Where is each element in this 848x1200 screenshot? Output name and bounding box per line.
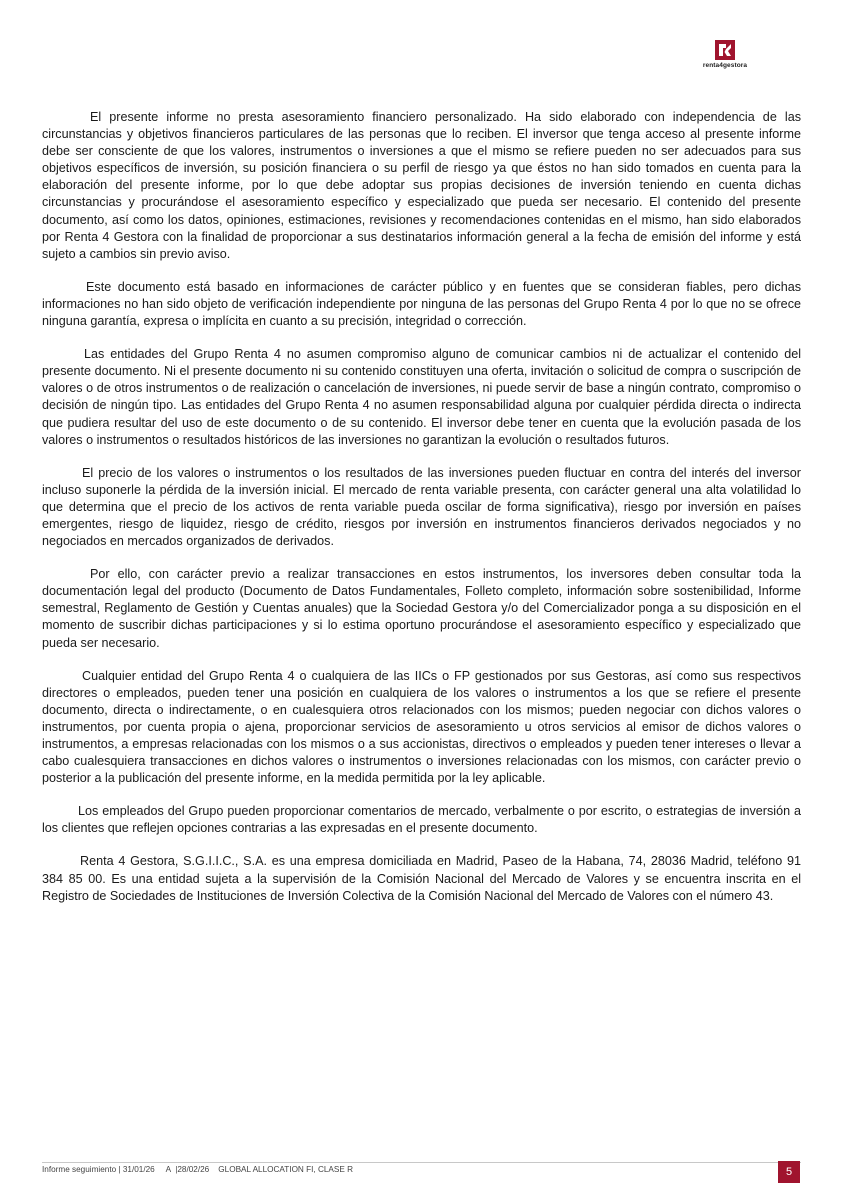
disclaimer-paragraph: Este documento está basado en informaciones de carácter público y en fuentes que se consideran fiables, pero dichas informaciones no han sido objeto de verificación independiente por ninguna de las personas del Grupo Renta 4 por lo que no se ofrece ninguna garantía, expresa o implícita en cuanto a su precisión, integridad o corrección. [42, 279, 801, 329]
disclaimer-paragraph: Renta 4 Gestora, S.G.I.I.C., S.A. es una empresa domiciliada en Madrid, Paseo de la Habana, 74, 28036 Madrid, teléfono 91 384 85 00. Es una entidad sujeta a la supervisión de la Comisión Nacional del Mercado de Valores y se encuentra inscrita en el Registro de Sociedades de Instituciones de Inversión Colectiva de la Comisión Nacional del Mercado de Valores con el número 43. [42, 854, 801, 903]
logo-wordmark: renta4gestora [702, 62, 748, 69]
footer-report-info: Informe seguimiento | 31/01/26 A |28/02/26 GLOBAL ALLOCATION FI, CLASE R [42, 1165, 353, 1174]
page-footer [42, 1162, 801, 1182]
page-number-badge: 5 [778, 1161, 800, 1183]
disclaimer-paragraph: Por ello, con carácter previo a realizar transacciones en estos instrumentos, los inversores deben consultar toda la documentación legal del producto (Documento de Datos Fundamentales, Folleto completo, información sobre sostenibilidad, Informe semestral, Reglamento de Gestión y Cuentas anuales) que la Sociedad Gestora y/o del Comercializador ponga a su disposición en el momento de suscribir dichas participaciones y si lo estima oportuno procurándose el asesoramiento específico y especializado que pueda ser necesario. [42, 567, 801, 650]
disclaimer-paragraph: Los empleados del Grupo pueden proporcionar comentarios de mercado, verbalmente o por escrito, o estrategias de inversión a los clientes que reflejen opciones contrarias a las expresadas en el presente documento. [42, 804, 801, 836]
disclaimer-paragraph: Cualquier entidad del Grupo Renta 4 o cualquiera de las IICs o FP gestionados por sus Gestoras, así como sus respectivos directores o empleados, pueden tener una posición en cualquiera de los valores o instrumentos a los que se refiere el presente documento, directa o indirectamente, o en cualesquiera otros relacionados con los mismos; pueden negociar con dichos valores o instrumentos, por cuenta propia o ajena, proporcionar servicios de asesoramiento u otros servicios al emisor de dichos valores o instrumentos, a empresas relacionadas con los mismos o a sus accionistas, directivos o empleados y pueden tener intereses o llevar a cabo cualesquiera transacciones en dichos valores o instrumentos o inversiones relacionadas con los mismos, con carácter previo o posterior a la publicación del presente informe, en la medida permitida por la ley aplicable. [42, 668, 801, 786]
disclaimer-body [42, 109, 801, 921]
footer-divider [42, 1162, 801, 1163]
disclaimer-paragraph: El precio de los valores o instrumentos o los resultados de las inversiones pueden fluctuar en contra del interés del inversor incluso suponerle la pérdida de la inversión inicial. El mercado de renta variable presenta, con carácter general una alta volatilidad lo que determina que el precio de los activos de renta variable pueda oscilar de forma significativa), riesgo por inversión en países emergentes, riesgo de liquidez, riesgo de crédito, riesgos por inversión en instrumentos financieros derivados negociados y no negociados en mercados organizados de derivados. [42, 465, 801, 549]
disclaimer-paragraph: Las entidades del Grupo Renta 4 no asumen compromiso alguno de comunicar cambios ni de actualizar el contenido del presente documento. Ni el presente documento ni su contenido constituyen una oferta, invitación o solicitud de compra o suscripción de valores o de otros instrumentos o de realización o cancelación de inversiones, ni puede servir de base a ningún contrato, compromiso o decisión de ningún tipo. Las entidades del Grupo Renta 4 no asumen responsabilidad alguna por cualquier pérdida directa o indirecta que pudiera resultar del uso de este documento o de su contenido. El inversor debe tener en cuenta que la evolución pasada de los valores o instrumentos o resultados históricos de las inversiones no garantizan la evolución o resultados futuros. [42, 347, 801, 447]
renta4-gestora-logo [690, 40, 760, 69]
renta4-logo-icon [715, 40, 735, 60]
disclaimer-paragraph: El presente informe no presta asesoramiento financiero personalizado. Ha sido elaborado con independencia de las circunstancias y objetivos financieros particulares de las personas que lo reciben. El inversor que tenga acceso al presente informe debe ser consciente de que los valores, instrumentos o inversiones a que el mismo se refiere pueden no ser adecuados para sus objetivos específicos de inversión, su posición financiera o su perfil de riesgo ya que éstos no han sido tomados en cuenta para la elaboración del presente informe, por lo que debe adoptar sus propias decisiones de inversión teniendo en cuenta dichas circunstancias y procurándose el asesoramiento específico y especializado que pueda ser necesario. El contenido del presente documento, así como los datos, opiniones, estimaciones, revisiones y recomendaciones contenidas en el mismo, han sido elaborados por Renta 4 Gestora con la finalidad de proporcionar a sus destinatarios información general a la fecha de emisión del informe y está sujeto a cambios sin previo aviso. [42, 110, 801, 261]
